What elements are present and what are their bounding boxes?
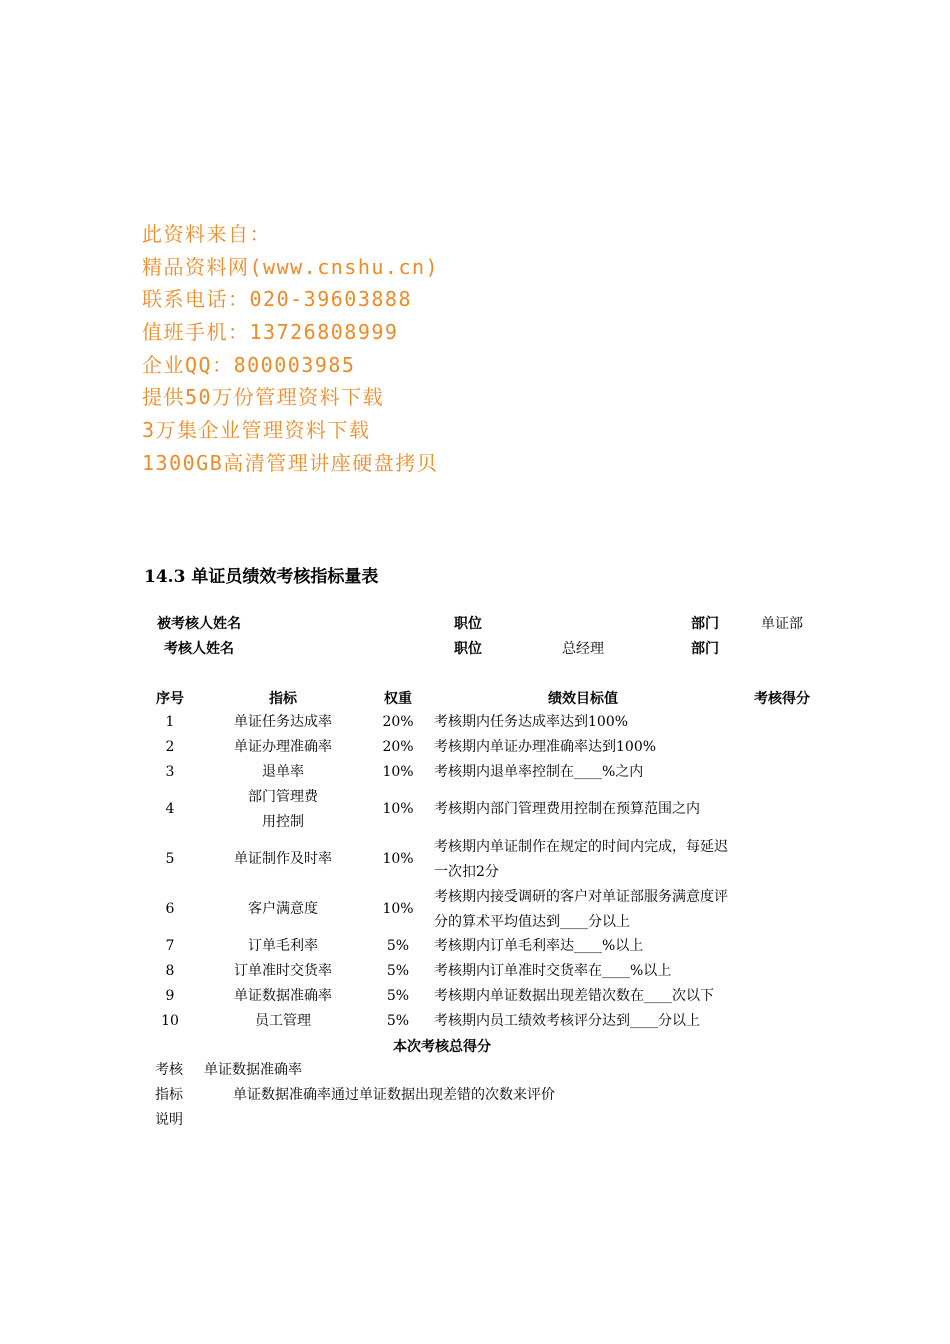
header-target: 绩效目标值 (548, 691, 618, 707)
total-score-label: 本次考核总得分 (393, 1039, 491, 1055)
table-row-indicator: 订单准时交货率 (234, 963, 332, 979)
department-value: 单证部 (761, 616, 803, 632)
table-row-no: 9 (165, 988, 175, 1004)
promo-line: 此资料来自： (142, 222, 271, 246)
promo-line: 值班手机：13726808999 (142, 320, 399, 345)
position-value: 总经理 (562, 641, 604, 657)
table-row-indicator: 订单毛利率 (248, 938, 318, 954)
promo-line: 1300GB高清管理讲座硬盘拷贝 (142, 450, 439, 475)
table-row-no: 6 (165, 901, 175, 917)
promo-line: 联系电话：020-39603888 (142, 287, 412, 312)
table-row-target: 考核期内订单毛利率达____%以上 (434, 938, 644, 954)
table-row-indicator: 单证办理准确率 (234, 739, 332, 755)
note-label: 考核指标说明 (155, 1062, 183, 1128)
promo-block (142, 218, 439, 480)
table-row-weight: 20% (382, 714, 414, 730)
position-label: 职位 (454, 616, 482, 632)
section-title: 14.3 单证员绩效考核指标量表 (144, 567, 379, 587)
table-row-no: 3 (165, 764, 175, 780)
table-row-target: 考核期内接受调研的客户对单证部服务满意度评分的算术平均值达到____分以上 (434, 889, 728, 930)
table-row-weight: 5% (386, 963, 410, 979)
table-row-weight: 10% (382, 801, 414, 817)
table-row-target: 考核期内单证制作在规定的时间内完成，每延迟一次扣2分 (434, 839, 728, 880)
promo-line: 3万集企业管理资料下载 (142, 418, 371, 443)
header-score: 考核得分 (754, 691, 810, 707)
table-row-target: 考核期内部门管理费用控制在预算范围之内 (434, 801, 700, 817)
note-description: 单证数据准确率通过单证数据出现差错的次数来评价 (233, 1087, 555, 1103)
table-row-no: 4 (165, 801, 175, 817)
table-row-no: 2 (165, 739, 175, 755)
table-row-indicator: 单证制作及时率 (234, 851, 332, 867)
table-row-weight: 5% (386, 1013, 410, 1029)
table-row-no: 8 (165, 963, 175, 979)
table-row-no: 7 (165, 938, 175, 954)
table-row-weight: 5% (386, 938, 410, 954)
header-no: 序号 (156, 691, 184, 707)
examinee-label: 被考核人姓名 (157, 616, 241, 632)
table-row-weight: 10% (382, 764, 414, 780)
table-row-target: 考核期内员工绩效考核评分达到____分以上 (434, 1013, 700, 1029)
department-label: 部门 (691, 616, 719, 632)
table-row-indicator: 单证任务达成率 (234, 714, 332, 730)
table-row-target: 考核期内单证数据出现差错次数在____次以下 (434, 988, 714, 1004)
table-row-target: 考核期内订单准时交货率在____%以上 (434, 963, 672, 979)
promo-line: 提供50万份管理资料下载 (142, 385, 385, 410)
table-row-target: 考核期内退单率控制在____%之内 (434, 764, 644, 780)
table-row-indicator: 员工管理 (255, 1013, 311, 1029)
table-row-target: 考核期内单证办理准确率达到100% (434, 739, 657, 755)
table-row-weight: 5% (386, 988, 410, 1004)
table-row-no: 10 (161, 1013, 179, 1029)
promo-line: 精品资料网(www.cnshu.cn) (142, 254, 440, 279)
position-label: 职位 (454, 641, 482, 657)
table-row-weight: 10% (382, 851, 414, 867)
table-row-indicator: 客户满意度 (248, 901, 318, 917)
table-row-indicator: 部门管理费用控制 (248, 789, 318, 830)
table-row-no: 1 (165, 714, 175, 730)
header-weight: 权重 (384, 691, 412, 707)
table-row-no: 5 (165, 851, 175, 867)
table-row-weight: 20% (382, 739, 414, 755)
header-indicator: 指标 (269, 691, 297, 707)
note-indicator-name: 单证数据准确率 (204, 1062, 302, 1078)
table-row-weight: 10% (382, 901, 414, 917)
table-row-indicator: 单证数据准确率 (234, 988, 332, 1004)
table-row-indicator: 退单率 (262, 764, 304, 780)
examiner-label: 考核人姓名 (164, 641, 234, 657)
department-label: 部门 (691, 641, 719, 657)
promo-line: 企业QQ：800003985 (142, 352, 356, 377)
table-row-target: 考核期内任务达成率达到100% (434, 714, 629, 730)
